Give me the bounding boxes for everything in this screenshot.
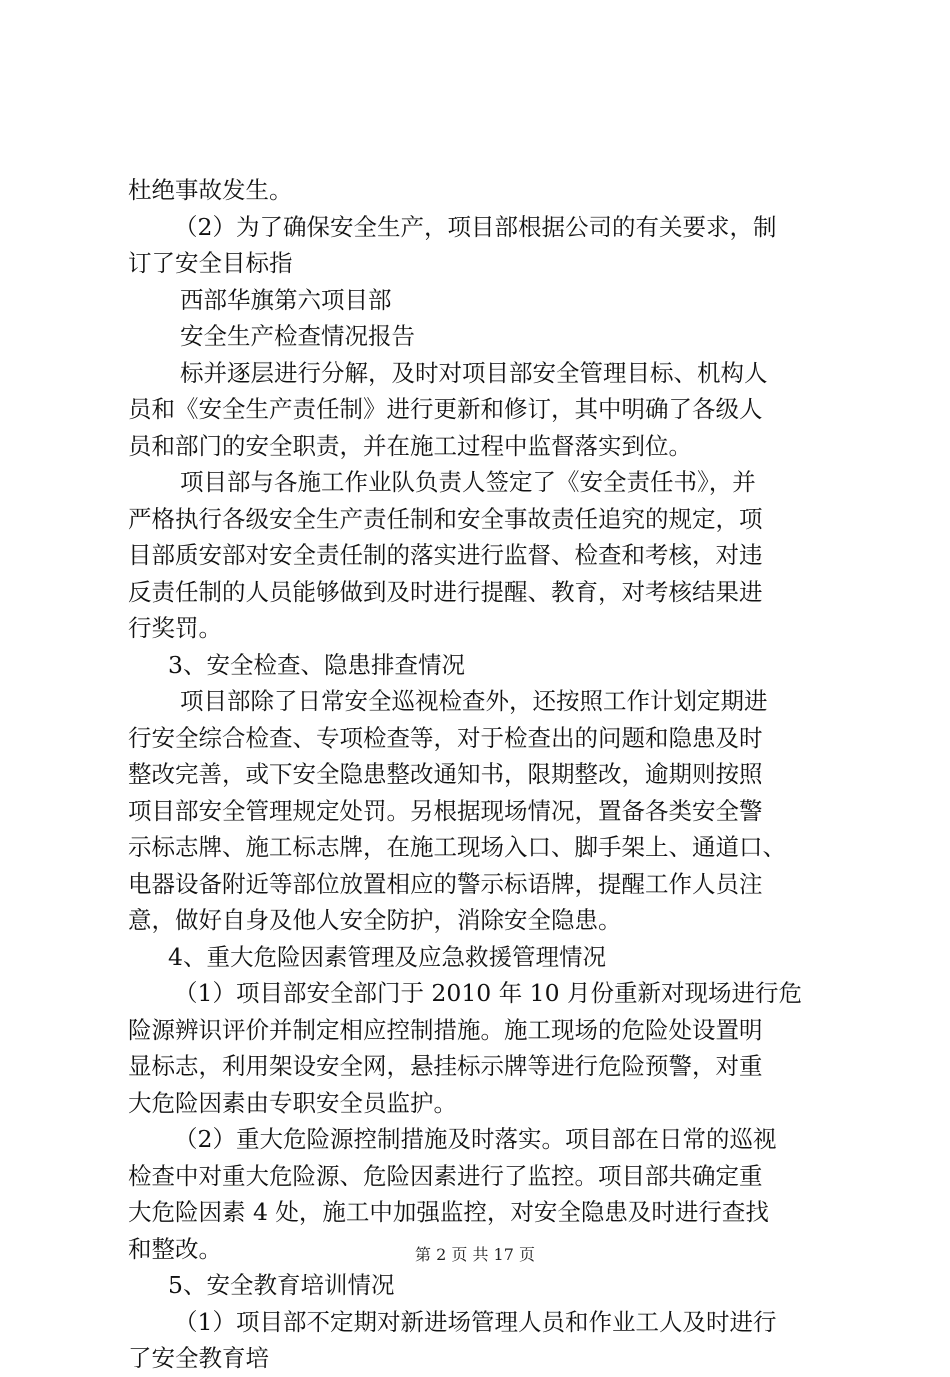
text-line: 杜绝事故发生。: [128, 176, 293, 204]
text-line: 西部华旗第六项目部: [180, 285, 392, 314]
text-line: 标并逐层进行分解，及时对项目部安全管理目标、机构人: [180, 358, 768, 387]
text-line: 电器设备附近等部位放置相应的警示标语牌，提醒工作人员注: [128, 869, 763, 898]
text-line: 行安全综合检查、专项检查等，对于检查出的问题和隐患及时: [128, 723, 763, 752]
text-line: （2）为了确保安全生产，项目部根据公司的有关要求，制: [174, 212, 777, 241]
text-line: 5、安全教育培训情况: [168, 1271, 395, 1299]
text-line: 项目部与各施工作业队负责人签定了《安全责任书》，并: [180, 468, 756, 496]
text-line: 目部质安部对安全责任制的落实进行监督、检查和考核，对违: [128, 541, 763, 569]
text-line: （1）项目部不定期对新进场管理人员和作业工人及时进行: [174, 1307, 777, 1336]
text-line: 检查中对重大危险源、危险因素进行了监控。项目部共确定重: [128, 1161, 763, 1190]
text-line: 显标志，利用架设安全网，悬挂标示牌等进行危险预警，对重: [128, 1052, 763, 1080]
text-line: 大危险因素由专职安全员监护。: [128, 1088, 457, 1117]
text-line: 员和部门的安全职责，并在施工过程中监督落实到位。: [128, 431, 692, 460]
text-line: （2）重大危险源控制措施及时落实。项目部在日常的巡视: [174, 1125, 777, 1153]
text-line: 严格执行各级安全生产责任制和安全事故责任追究的规定，项: [128, 504, 763, 533]
text-line: 项目部除了日常安全巡视检查外，还按照工作计划定期进: [180, 687, 768, 715]
text-line: 和整改。: [128, 1234, 222, 1263]
text-line: （1）项目部安全部门于 2010 年 10 月份重新对现场进行危: [174, 979, 803, 1007]
text-line: 示标志牌、施工标志牌，在施工现场入口、脚手架上、通道口、: [128, 833, 786, 861]
page-number-footer: 第 2 页 共 17 页: [415, 1245, 535, 1264]
text-line: 3、安全检查、隐患排查情况: [168, 650, 465, 679]
text-line: 大危险因素 4 处，施工中加强监控，对安全隐患及时进行查找: [128, 1198, 769, 1226]
text-line: 整改完善，或下安全隐患整改通知书，限期整改，逾期则按照: [128, 760, 763, 788]
text-line: 险源辨识评价并制定相应控制措施。施工现场的危险处设置明: [128, 1015, 763, 1044]
text-line: 了安全教育培: [128, 1344, 269, 1372]
text-line: 项目部安全管理规定处罚。另根据现场情况，置备各类安全警: [128, 796, 763, 825]
text-line: 安全生产检查情况报告: [180, 322, 415, 350]
text-line: 行奖罚。: [128, 614, 222, 642]
text-line: 4、重大危险因素管理及应急救援管理情况: [168, 942, 606, 971]
text-line: 员和《安全生产责任制》进行更新和修订，其中明确了各级人: [128, 395, 763, 423]
document-body: [128, 172, 828, 1377]
text-line: 反责任制的人员能够做到及时进行提醒、教育，对考核结果进: [128, 577, 763, 606]
text-line: 订了安全目标指: [128, 249, 293, 277]
text-line: 意，做好自身及他人安全防护，消除安全隐患。: [128, 906, 622, 934]
